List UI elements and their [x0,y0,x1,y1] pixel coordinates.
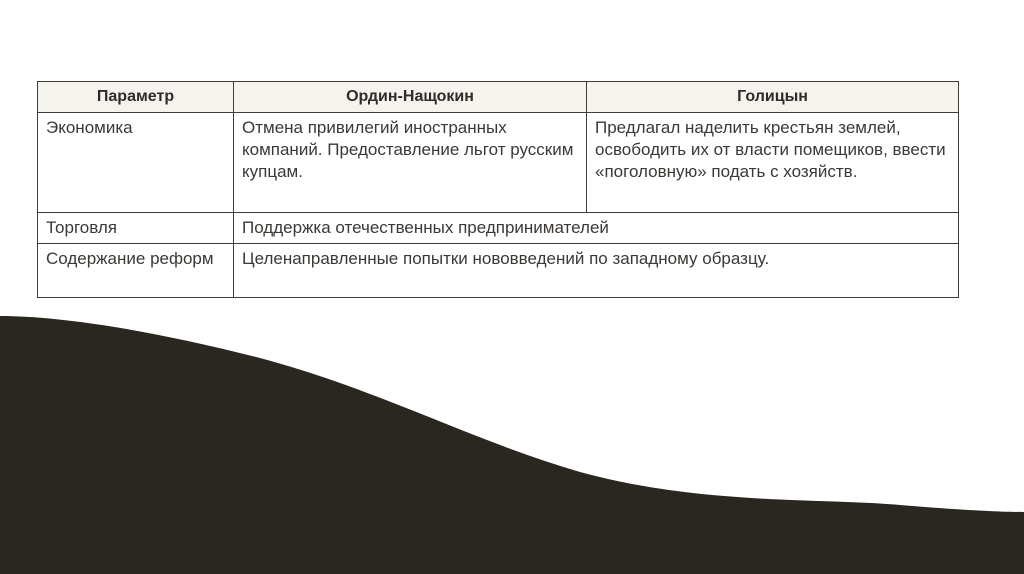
cell-trade-merged: Поддержка отечественных предпринимателей [234,213,959,244]
dark-wave-shape [0,316,1024,574]
cell-reforms-merged: Целенаправленные попытки нововведений по западному образцу. [234,244,959,298]
table-row-reforms [38,244,959,298]
row-label-reforms: Содержание реформ [38,244,234,298]
header-parameter: Параметр [38,82,234,113]
header-golitsyn: Голицын [587,82,959,113]
table-header-row [38,82,959,113]
row-label-economy: Экономика [38,113,234,213]
header-ordin-nashchokin: Ордин-Нащокин [234,82,587,113]
table-row-trade [38,213,959,244]
cell-economy-ordin: Отмена привилегий иностранных компаний. Предоставление льгот русским купцам. [234,113,587,213]
cell-economy-golitsyn: Предлагал наделить крестьян землей, освободить их от власти помещиков, ввести «поголовную» подать с хозяйств. [587,113,959,213]
row-label-trade: Торговля [38,213,234,244]
comparison-table [37,81,959,298]
table-row-economy [38,113,959,213]
